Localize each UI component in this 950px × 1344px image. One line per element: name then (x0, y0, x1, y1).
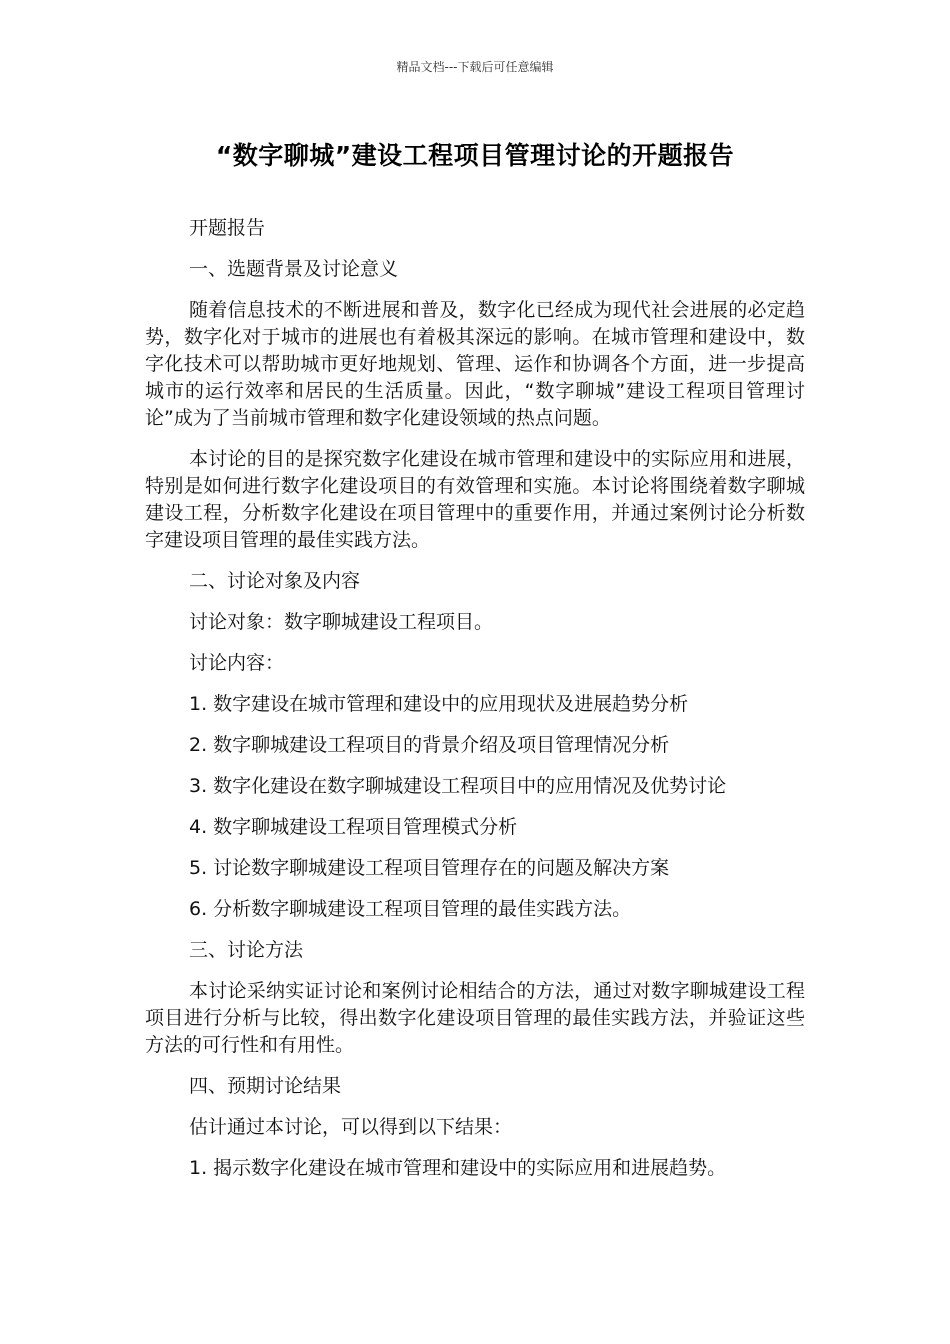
paragraph-purpose: 本讨论的目的是探究数字化建设在城市管理和建设中的实际应用和进展，特别是如何进行数字化建设项目的有效管理和实施。本讨论将围绕着数字聊城建设工程，分析数字化建设在项目管理中的重要作用，并通过案例讨论分析数字建设项目管理的最佳实践方法。 (145, 448, 805, 551)
section-heading-4: 四、预期讨论结果 (189, 1075, 342, 1097)
section-heading-3: 三、讨论方法 (189, 939, 304, 961)
research-object: 讨论对象：数字聊城建设工程项目。 (189, 611, 494, 633)
content-item-4: 4. 数字聊城建设工程项目管理模式分析 (189, 816, 518, 838)
document-title: “数字聊城”建设工程项目管理讨论的开题报告 (215, 141, 735, 170)
expected-results-intro: 估计通过本讨论，可以得到以下结果： (189, 1116, 513, 1138)
content-item-3: 3. 数字化建设在数字聊城建设工程项目中的应用情况及优势讨论 (189, 775, 727, 797)
paragraph-method: 本讨论采纳实证讨论和案例讨论相结合的方法，通过对数字聊城建设工程项目进行分析与比较，得出数字化建设项目管理的最佳实践方法，并验证这些方法的可行性和有用性。 (145, 980, 805, 1056)
content-item-2: 2. 数字聊城建设工程项目的背景介绍及项目管理情况分析 (189, 734, 670, 756)
section-heading-2: 二、讨论对象及内容 (189, 570, 361, 592)
document-body (145, 215, 805, 1196)
content-item-5: 5. 讨论数字聊城建设工程项目管理存在的问题及解决方案 (189, 857, 670, 879)
paragraph-background: 随着信息技术的不断进展和普及，数字化已经成为现代社会进展的必定趋势，数字化对于城市的进展也有着极其深远的影响。在城市管理和建设中，数字化技术可以帮助城市更好地规划、管理、运作和协调各个方面，进一步提高城市的运行效率和居民的生活质量。因此，“数字聊城”建设工程项目管理讨论”成为了当前城市管理和数字化建设领域的热点问题。 (145, 299, 805, 429)
content-item-1: 1. 数字建设在城市管理和建设中的应用现状及进展趋势分析 (189, 693, 689, 715)
header-note: 精品文档---下载后可任意编辑 (396, 60, 554, 74)
research-content-label: 讨论内容： (189, 652, 285, 674)
result-item-1: 1. 揭示数字化建设在城市管理和建设中的实际应用和进展趋势。 (189, 1157, 727, 1179)
section-heading-1: 一、选题背景及讨论意义 (189, 258, 399, 280)
content-item-6: 6. 分析数字聊城建设工程项目管理的最佳实践方法。 (189, 898, 632, 920)
section-label-proposal: 开题报告 (189, 217, 266, 239)
